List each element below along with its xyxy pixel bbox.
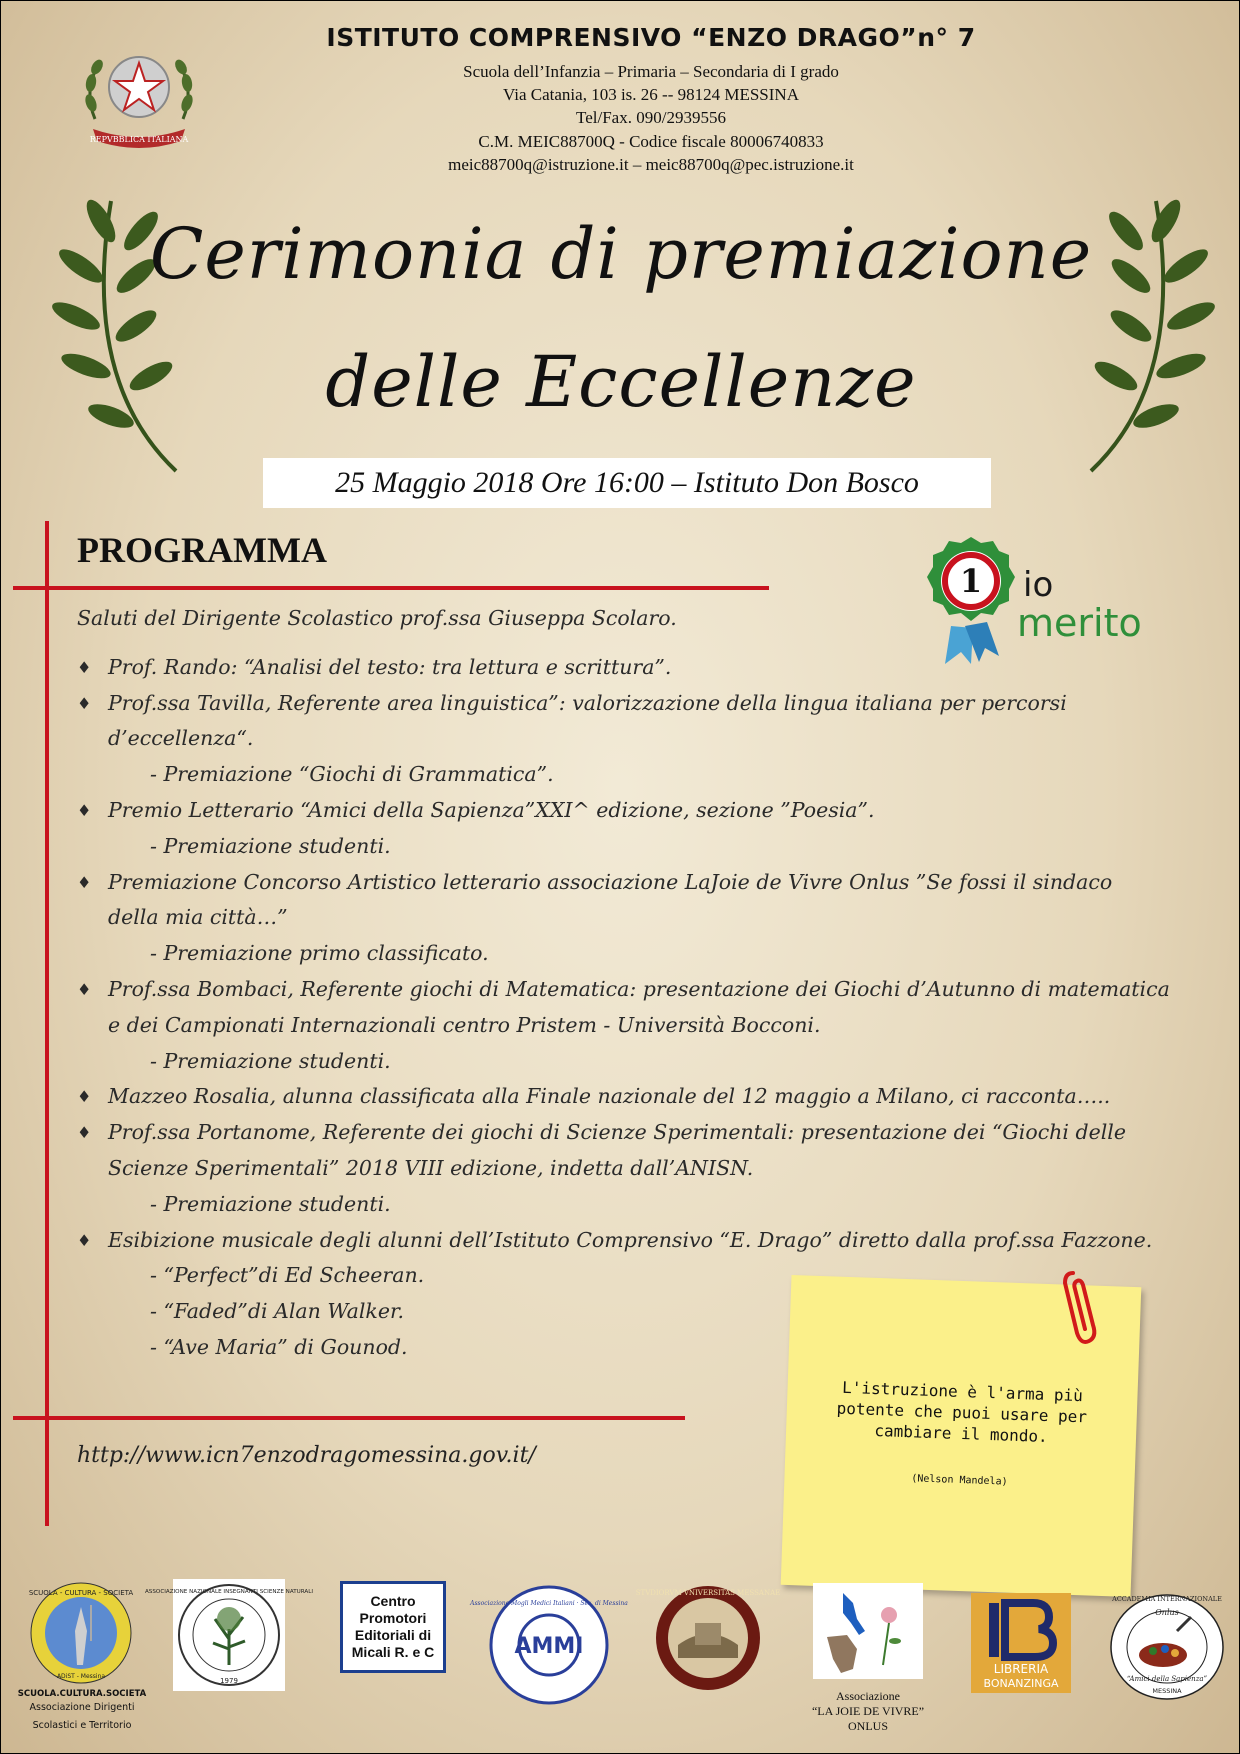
- libreria-text-2: BONANZINGA: [983, 1677, 1059, 1690]
- libreria-bonanzinga-logo: [971, 1593, 1071, 1693]
- paperclip-icon: [1061, 1269, 1101, 1349]
- title-line-1: Cerimonia di premiazione: [149, 213, 1093, 295]
- school-address: Via Catania, 103 is. 26 -- 98124 MESSINA: [503, 85, 799, 104]
- list-item: ♦ Prof.ssa Tavilla, Referente area linguistica”: valorizzazione della lingua italiana per percorsi d’eccellenza“.: [77, 686, 1227, 758]
- song-item: - “Ave Maria” di Gounod.: [150, 1334, 408, 1359]
- bullet-icon: ♦: [77, 657, 92, 677]
- sub-item: - Premiazione studenti.: [150, 1191, 391, 1216]
- school-name: ISTITUTO COMPRENSIVO “ENZO DRAGO”n° 7: [326, 23, 976, 52]
- list-item: ♦ Mazzeo Rosalia, alunna classificata alla Finale nazionale del 12 maggio a Milano, ci racconta…..: [77, 1079, 1227, 1115]
- song-item: - “Perfect”di Ed Scheeran.: [150, 1263, 425, 1288]
- mandela-quote: L'istruzione è l'arma più potente che puoi usare per cambiare il mondo.: [836, 1377, 1088, 1447]
- scuola-caption-3: Scolastici e Territorio: [32, 1720, 132, 1731]
- title-line-2: delle Eccellenze: [325, 341, 917, 423]
- list-item: ♦ Prof.ssa Portanome, Referente dei giochi di Scienze Sperimentali: presentazione dei “Giochi delle Scienze Sperimentali” 2018 VIII edizione, indetta dall’ANISN.: [77, 1115, 1227, 1187]
- website-link[interactable]: http://www.icn7enzodragomessina.gov.it/: [77, 1443, 536, 1468]
- merito-number: 1: [959, 562, 983, 600]
- republic-emblem-icon: [77, 41, 201, 153]
- list-item: ♦ Premiazione Concorso Artistico letterario associazione LaJoie de Vivre Onlus ”Se fossi il sindaco della mia città…”: [77, 865, 1227, 937]
- centro-promotori-logo: Centro Promotori Editoriali di Micali R. e C: [340, 1581, 446, 1673]
- accademia-onlus: Onlus: [1155, 1608, 1179, 1617]
- anisn-ring-text: ASSOCIAZIONE NAZIONALE INSEGNANTI SCIENZE NATURALI: [144, 1589, 314, 1595]
- universita-messina-logo: [635, 1583, 781, 1693]
- anisn-logo: [144, 1579, 314, 1691]
- bullet-icon: ♦: [77, 693, 92, 713]
- scuola-ring-bottom: ADiST - Messina: [56, 1673, 106, 1680]
- accademia-sub: “Amici della Sapienza”: [1126, 1675, 1208, 1683]
- merito-text: merito: [1017, 601, 1142, 645]
- sub-item: - Premiazione “Giochi di Grammatica”.: [150, 762, 554, 787]
- joie-caption-2: “LA JOIE DE VIVRE”: [811, 1704, 925, 1718]
- sub-item: - Premiazione studenti.: [150, 833, 391, 858]
- scuola-caption-1: SCUOLA.CULTURA.SOCIETA: [17, 1689, 147, 1699]
- bullet-icon: ♦: [77, 800, 92, 820]
- univ-ring-text: STVDIORVM VNIVERSITAS MESSANAE: [635, 1589, 781, 1597]
- accademia-logo: [1107, 1587, 1227, 1707]
- emblem-text: REPVBBLICA ITALIANA: [89, 135, 189, 144]
- bullet-icon: ♦: [77, 872, 92, 892]
- song-item: - “Faded”di Alan Walker.: [150, 1299, 405, 1324]
- accademia-ring-text: ACCADEMIA INTERNAZIONALE: [1112, 1595, 1222, 1603]
- school-phone: Tel/Fax. 090/2939556: [576, 108, 726, 127]
- red-horizontal-rule-top: [13, 586, 769, 590]
- anisn-year: 1979: [220, 1677, 238, 1685]
- joie-caption-1: Associazione: [836, 1689, 900, 1703]
- programma-heading: PROGRAMMA: [77, 530, 327, 570]
- bullet-icon: ♦: [77, 1230, 92, 1250]
- joie-de-vivre-logo: [813, 1583, 923, 1679]
- ammi-logo: [470, 1583, 628, 1707]
- event-date-box: 25 Maggio 2018 Ore 16:00 – Istituto Don Bosco: [263, 458, 991, 508]
- list-item: ♦ Prof.ssa Bombaci, Referente giochi di Matematica: presentazione dei Giochi d’Autunno di matematica e dei Campionati Internazionali centro Pristem - Università Bocconi.: [77, 972, 1227, 1044]
- list-item: ♦ Prof. Rando: “Analisi del testo: tra lettura e scrittura”.: [77, 650, 1227, 686]
- libreria-text-1: LIBRERIA: [993, 1662, 1049, 1676]
- sub-item: - Premiazione primo classificato.: [150, 941, 489, 966]
- school-type: Scuola dell’Infanzia – Primaria – Secondaria di I grado: [463, 62, 839, 81]
- merito-io-text: io: [1023, 565, 1054, 605]
- bullet-icon: ♦: [77, 1123, 92, 1143]
- list-item: ♦ Esibizione musicale degli alunni dell’Istituto Comprensivo “E. Drago” diretto dalla prof.ssa Fazzone.: [77, 1223, 1227, 1259]
- scuola-ring-text: SCUOLA - CULTURA - SOCIETA: [28, 1589, 134, 1597]
- ammi-center-text: AMMI: [514, 1634, 584, 1659]
- school-codes: C.M. MEIC88700Q - Codice fiscale 80006740833: [478, 132, 824, 151]
- list-item: ♦ Premio Letterario “Amici della Sapienza”XXI^ edizione, sezione ”Poesia”.: [77, 793, 1227, 829]
- quote-author: (Nelson Mandela): [911, 1473, 1008, 1488]
- red-horizontal-rule-bottom: [13, 1416, 685, 1420]
- scuola-caption-2: Associazione Dirigenti: [29, 1702, 135, 1713]
- joie-caption-3: ONLUS: [847, 1719, 888, 1733]
- bullet-icon: ♦: [77, 979, 92, 999]
- accademia-city: MESSINA: [1152, 1687, 1182, 1695]
- intro-line: Saluti del Dirigente Scolastico prof.ssa Giuseppa Scolaro.: [77, 606, 677, 630]
- scuola-cultura-logo: [29, 1581, 133, 1685]
- red-vertical-rule: [45, 521, 49, 1526]
- school-emails: meic88700q@istruzione.it – meic88700q@pec.istruzione.it: [448, 155, 854, 174]
- sub-item: - Premiazione studenti.: [150, 1048, 391, 1073]
- bullet-icon: ♦: [77, 1087, 92, 1107]
- programma-list: [77, 601, 1227, 1366]
- ammi-ring-text: Associazione Mogli Medici Italiani · Sez. di Messina: [470, 1600, 628, 1607]
